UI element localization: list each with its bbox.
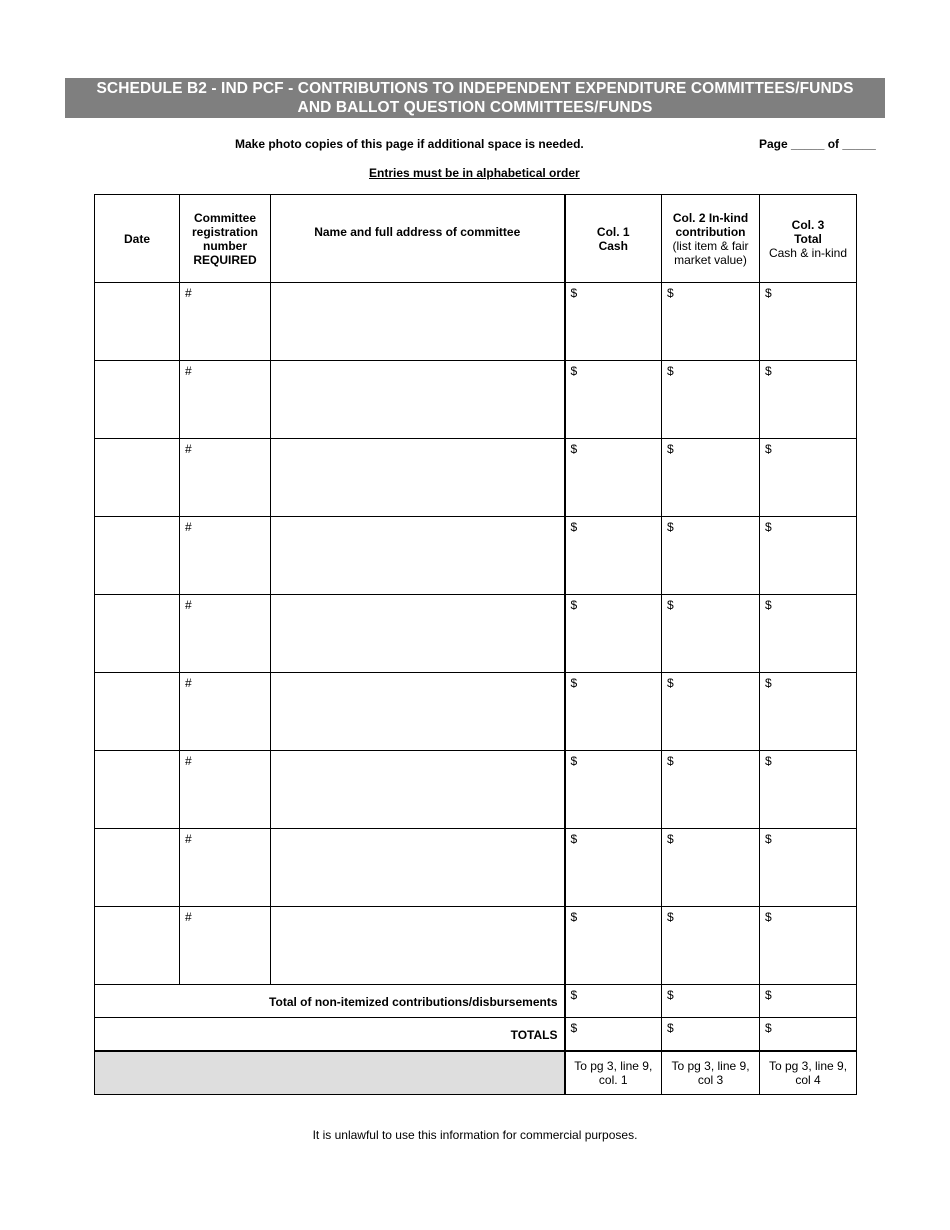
- schedule-title: [65, 78, 885, 118]
- col2-inkind-field[interactable]: $: [662, 595, 760, 673]
- col2-inkind-field[interactable]: $: [662, 673, 760, 751]
- col3-total-field[interactable]: $: [760, 439, 857, 517]
- col1-cash-field[interactable]: $: [565, 751, 662, 829]
- name-address-field[interactable]: [271, 439, 565, 517]
- carry-forward-row: [95, 1051, 857, 1095]
- col1-cash-field[interactable]: $: [565, 361, 662, 439]
- col2-inkind-field[interactable]: $: [662, 439, 760, 517]
- col1-cash-field[interactable]: $: [565, 595, 662, 673]
- date-field[interactable]: [95, 829, 180, 907]
- contributions-table: [94, 194, 857, 1095]
- name-address-field[interactable]: [271, 517, 565, 595]
- non-itemized-col3-field[interactable]: $: [760, 985, 857, 1018]
- header-col2-inkind: Col. 2 In-kind contribution (list item & fair market value): [662, 195, 760, 283]
- header-col1-cash: Col. 1 Cash: [565, 195, 662, 283]
- totals-row: [95, 1018, 857, 1051]
- table-row: [95, 517, 857, 595]
- header-date: Date: [95, 195, 180, 283]
- date-field[interactable]: [95, 595, 180, 673]
- non-itemized-col1-field[interactable]: $: [565, 985, 662, 1018]
- col3-total-field[interactable]: $: [760, 751, 857, 829]
- totals-col2-field[interactable]: $: [662, 1018, 760, 1051]
- schedule-title-line2: AND BALLOT QUESTION COMMITTEES/FUNDS: [297, 99, 653, 116]
- table-row: [95, 751, 857, 829]
- col3-total-field[interactable]: $: [760, 907, 857, 985]
- totals-label: TOTALS: [95, 1018, 565, 1051]
- date-field[interactable]: [95, 361, 180, 439]
- col2-inkind-field[interactable]: $: [662, 907, 760, 985]
- name-address-field[interactable]: [271, 751, 565, 829]
- committee-number-field[interactable]: #: [180, 595, 271, 673]
- alphabetical-order-note: Entries must be in alphabetical order: [369, 166, 580, 180]
- non-itemized-col2-field[interactable]: $: [662, 985, 760, 1018]
- entry-rows: [95, 283, 857, 985]
- committee-number-field[interactable]: #: [180, 673, 271, 751]
- name-address-field[interactable]: [271, 283, 565, 361]
- col2-inkind-field[interactable]: $: [662, 361, 760, 439]
- col1-cash-field[interactable]: $: [565, 439, 662, 517]
- schedule-title-line1: SCHEDULE B2 - IND PCF - CONTRIBUTIONS TO INDEPENDENT EXPENDITURE COMMITTEES/FUNDS: [96, 80, 854, 97]
- col3-total-field[interactable]: $: [760, 829, 857, 907]
- committee-number-field[interactable]: #: [180, 283, 271, 361]
- table-row: [95, 361, 857, 439]
- totals-col3-field[interactable]: $: [760, 1018, 857, 1051]
- col1-cash-field[interactable]: $: [565, 673, 662, 751]
- date-field[interactable]: [95, 673, 180, 751]
- table-row: [95, 829, 857, 907]
- name-address-field[interactable]: [271, 907, 565, 985]
- header-col3-total: Col. 3 Total Cash & in-kind: [760, 195, 857, 283]
- date-field[interactable]: [95, 907, 180, 985]
- table-row: [95, 595, 857, 673]
- header-name-address: Name and full address of committee: [271, 195, 565, 283]
- col1-cash-field[interactable]: $: [565, 907, 662, 985]
- table-row: [95, 673, 857, 751]
- col1-cash-field[interactable]: $: [565, 829, 662, 907]
- photocopy-note: Make photo copies of this page if additional space is needed.: [235, 137, 584, 151]
- col2-carry-forward-note: To pg 3, line 9, col 3: [662, 1051, 760, 1095]
- col3-total-field[interactable]: $: [760, 361, 857, 439]
- shaded-area: [95, 1051, 565, 1095]
- col2-inkind-field[interactable]: $: [662, 283, 760, 361]
- col3-total-field[interactable]: $: [760, 673, 857, 751]
- table-header-row: [95, 195, 857, 283]
- committee-number-field[interactable]: #: [180, 439, 271, 517]
- col1-cash-field[interactable]: $: [565, 283, 662, 361]
- committee-number-field[interactable]: #: [180, 751, 271, 829]
- totals-col1-field[interactable]: $: [565, 1018, 662, 1051]
- col3-total-field[interactable]: $: [760, 283, 857, 361]
- date-field[interactable]: [95, 283, 180, 361]
- table-row: [95, 283, 857, 361]
- date-field[interactable]: [95, 439, 180, 517]
- table-row: [95, 439, 857, 517]
- col3-carry-forward-note: To pg 3, line 9, col 4: [760, 1051, 857, 1095]
- col2-inkind-field[interactable]: $: [662, 517, 760, 595]
- committee-number-field[interactable]: #: [180, 517, 271, 595]
- committee-number-field[interactable]: #: [180, 829, 271, 907]
- col1-cash-field[interactable]: $: [565, 517, 662, 595]
- col2-inkind-field[interactable]: $: [662, 751, 760, 829]
- committee-number-field[interactable]: #: [180, 361, 271, 439]
- header-committee-number: Committee registration number REQUIRED: [180, 195, 271, 283]
- non-itemized-total-label: Total of non-itemized contributions/disbursements: [95, 985, 565, 1018]
- name-address-field[interactable]: [271, 595, 565, 673]
- col2-inkind-field[interactable]: $: [662, 829, 760, 907]
- name-address-field[interactable]: [271, 673, 565, 751]
- non-itemized-total-row: [95, 985, 857, 1018]
- date-field[interactable]: [95, 517, 180, 595]
- date-field[interactable]: [95, 751, 180, 829]
- col3-total-field[interactable]: $: [760, 595, 857, 673]
- name-address-field[interactable]: [271, 361, 565, 439]
- name-address-field[interactable]: [271, 829, 565, 907]
- commercial-use-warning: It is unlawful to use this information for commercial purposes.: [312, 1128, 638, 1142]
- page-number-field[interactable]: Page _____ of _____: [759, 137, 876, 151]
- col1-carry-forward-note: To pg 3, line 9, col. 1: [565, 1051, 662, 1095]
- table-row: [95, 907, 857, 985]
- committee-number-field[interactable]: #: [180, 907, 271, 985]
- col3-total-field[interactable]: $: [760, 517, 857, 595]
